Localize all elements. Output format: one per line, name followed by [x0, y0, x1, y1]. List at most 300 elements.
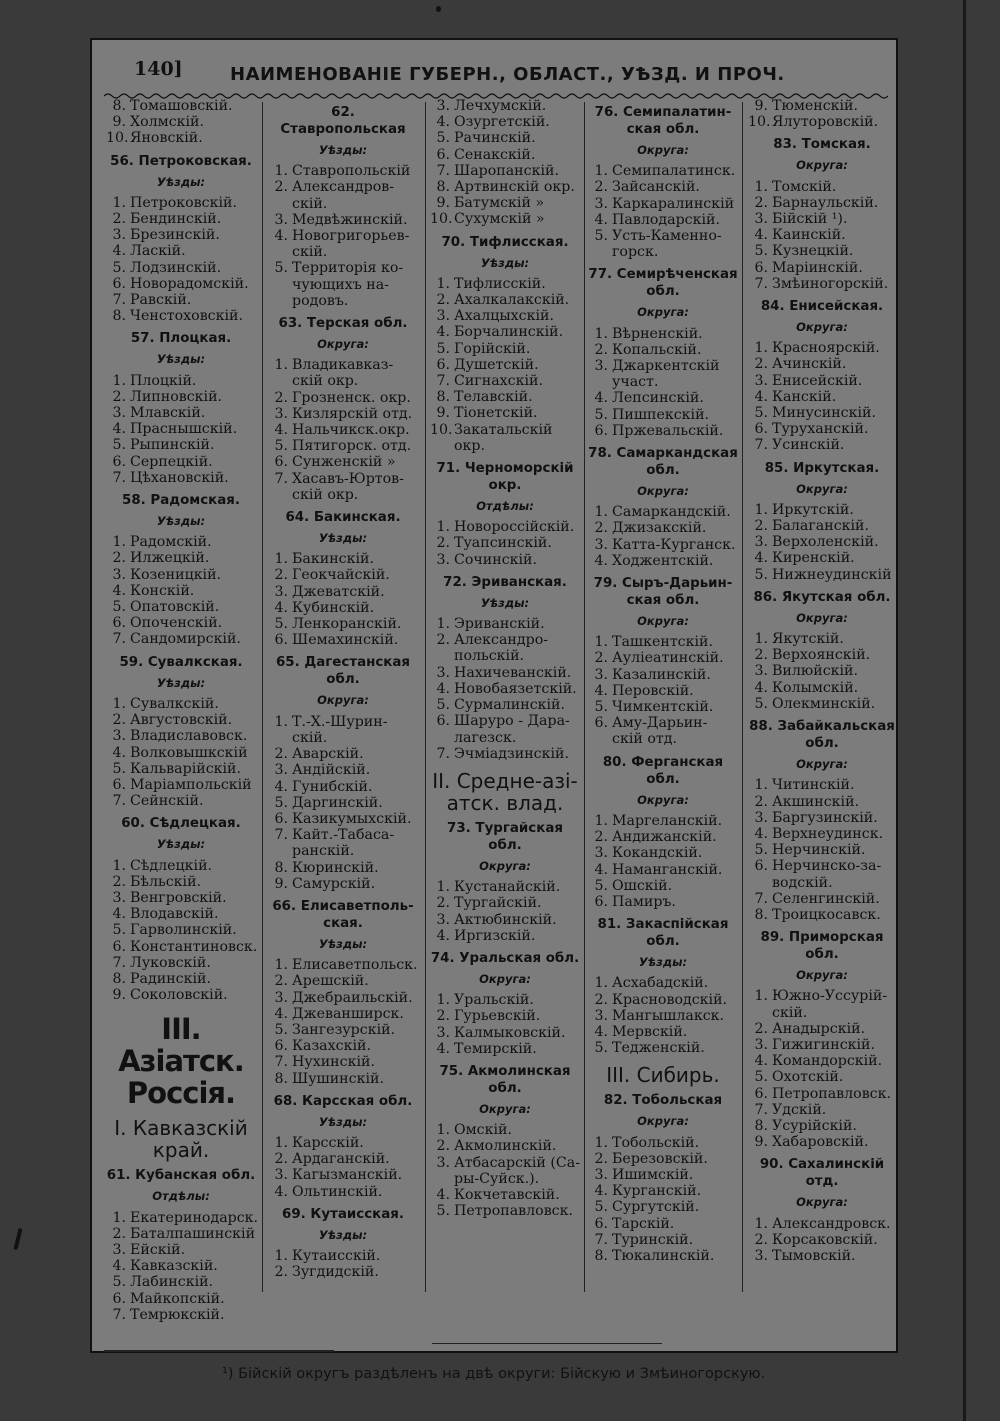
item-number: 3. [274, 211, 288, 228]
item-number: 4. [436, 680, 450, 697]
section-subheading: Округа: [796, 1195, 848, 1210]
item-number: 6. [112, 1290, 126, 1307]
item-label: Кизлярскій отд. [292, 405, 413, 422]
item-label: Каркаралинскій [612, 195, 735, 212]
item-label: Туруханскій. [772, 421, 869, 438]
item-number: 4. [436, 927, 450, 944]
item-number: 5. [594, 877, 608, 894]
list-item [588, 423, 738, 439]
item-number: 4. [594, 211, 608, 228]
item-label: Перовскій. [612, 682, 694, 699]
item-label: Влодавскій. [130, 906, 219, 923]
list-item [588, 1151, 738, 1167]
item-number: 5. [594, 1040, 608, 1057]
item-label: Командорскій. [772, 1053, 883, 1070]
item-number: 1. [436, 992, 450, 1009]
item-label: Пятигорск. отд. [292, 438, 412, 455]
item-label: Сенакскій. [454, 146, 536, 163]
item-label: Рыпинскій. [130, 437, 215, 454]
item-number: 7. [112, 954, 126, 971]
item-label: Петропавловск. [772, 1085, 892, 1102]
item-label: Бакинскій. [292, 551, 374, 568]
item-label: Копальскій. [612, 341, 702, 358]
item-label: Яновскій. [130, 130, 203, 147]
item-number: 1. [754, 501, 768, 518]
list-item [106, 777, 256, 793]
list-item [106, 195, 256, 211]
column-4 [588, 98, 738, 1298]
list-item [588, 813, 738, 829]
item-number: 2. [274, 746, 288, 763]
item-label: Тобольскій. [612, 1134, 700, 1151]
item-number: 4. [274, 228, 288, 245]
item-label: Лодзинскій. [130, 259, 222, 276]
item-label: Енисейскій. [772, 372, 863, 389]
list-item [430, 912, 580, 928]
item-continuation: скій окр. [292, 486, 359, 503]
item-label: Закатальскій [454, 421, 553, 438]
list-item [588, 894, 738, 910]
list-item [268, 228, 418, 244]
list-item [268, 454, 418, 470]
item-number: 4. [274, 422, 288, 439]
list-item [588, 992, 738, 1008]
list-item [106, 405, 256, 421]
item-continuation: скій. [292, 729, 328, 746]
item-label: Батумскій » [454, 195, 545, 212]
list-item [430, 179, 580, 195]
item-number: 3. [112, 227, 126, 244]
item-number: 4. [754, 1053, 768, 1070]
list-item [430, 713, 580, 729]
item-label: Калмыковскій. [454, 1024, 566, 1041]
item-label: Казикумыхскій. [292, 810, 412, 827]
item-label: Ахалцыхскій. [454, 308, 554, 325]
item-number: 7. [112, 469, 126, 486]
section-subheading: Отдѣлы: [152, 1189, 210, 1204]
column-1 [106, 98, 259, 1323]
item-label: Аварскій. [292, 746, 364, 763]
list-item [106, 1291, 256, 1307]
section-heading: 80. Ферганская обл. [602, 754, 724, 787]
item-label: Ченстоховскій. [130, 308, 244, 325]
item-number: 5. [754, 566, 768, 583]
section-heading: 74. Уральская обл. [430, 950, 580, 966]
list-item [588, 1167, 738, 1183]
item-number: 8. [594, 1247, 608, 1264]
item-number: 5. [594, 1199, 608, 1216]
item-continuation: скій. [772, 1004, 808, 1021]
item-label: Радомскій. [130, 534, 212, 551]
item-label: Верхнеудинск. [772, 825, 884, 842]
item-label: Гунибскій. [292, 778, 373, 795]
list-item [430, 616, 580, 632]
item-label: Новобаязетскій. [454, 680, 577, 697]
list-item [106, 696, 256, 712]
item-number: 3. [594, 666, 608, 683]
section-heading: 89. Приморская обл. [760, 930, 884, 963]
list-item [748, 114, 896, 130]
item-number: 8. [436, 389, 450, 406]
item-label: Соколовскій. [130, 987, 228, 1004]
item-label: Тюменскій. [772, 98, 859, 114]
item-label: Елисаветпольск. [292, 957, 418, 974]
section-heading: 81. Закаспійская обл. [597, 917, 729, 950]
section-subheading: Округа: [317, 693, 369, 708]
list-item [268, 795, 418, 811]
list-item [268, 973, 418, 989]
item-label: Якутскій. [772, 631, 844, 648]
item-number: 5. [274, 794, 288, 811]
item-label: Территорія ко- [292, 260, 404, 277]
item-label: Кустанайскій. [454, 879, 561, 896]
item-label: Темрюкскій. [130, 1306, 225, 1323]
list-item [588, 1040, 738, 1056]
item-label: Гижигинскій. [772, 1036, 876, 1053]
section-heading: 88. Забайкальская обл. [749, 719, 895, 752]
column-divider [262, 102, 263, 1292]
list-item [588, 829, 738, 845]
item-number: 6. [436, 713, 450, 730]
item-label: Селенгинскій. [772, 890, 880, 907]
item-label: Самаркандскій. [612, 504, 731, 521]
item-number: 6. [436, 146, 450, 163]
item-label: Киренскій. [772, 550, 855, 567]
item-number: 6. [112, 938, 126, 955]
item-label: Вѣрненскій. [612, 325, 703, 342]
item-number: 10. [748, 114, 771, 131]
section-subheading: Округа: [479, 858, 531, 873]
list-item [268, 714, 418, 730]
section-heading: 78. Самаркандская обл. [588, 446, 738, 479]
item-label: Омскій. [454, 1122, 512, 1139]
item-number: 2. [594, 650, 608, 667]
item-number: 6. [112, 453, 126, 470]
item-label: Сувалкскій. [130, 695, 219, 712]
list-item [268, 616, 418, 632]
item-continuation: ры-Суйск.). [454, 1170, 540, 1187]
list-item [748, 550, 896, 566]
list-item [588, 699, 738, 715]
list-item [748, 1216, 896, 1232]
item-label: Кубинскій. [292, 599, 375, 616]
item-label: Зайсанскій. [612, 179, 700, 196]
item-label: Баргузинскій. [772, 809, 878, 826]
item-label: Кальварійскій. [130, 760, 242, 777]
item-number: 2. [274, 389, 288, 406]
list-item [748, 1053, 896, 1069]
item-number: 3. [274, 989, 288, 1006]
item-label: Актюбинскій. [454, 911, 557, 928]
item-label: Грозненск. окр. [292, 389, 411, 406]
section-heading: 71. Черноморскій окр. [436, 461, 574, 494]
item-label: Венгровскій. [130, 889, 227, 906]
list-item [106, 858, 256, 874]
list-item [430, 276, 580, 292]
item-continuation: горск. [612, 244, 659, 261]
part-heading: III. Азіатск. Россія. [118, 1012, 244, 1111]
list-item [588, 1183, 738, 1199]
item-number: 2. [754, 1020, 768, 1037]
item-label: Кокчетавскій. [454, 1186, 560, 1203]
item-label: Липновскій. [130, 388, 223, 405]
section-subheading: Уѣзды: [480, 255, 530, 270]
list-item [268, 390, 418, 406]
item-number: 5. [754, 842, 768, 859]
list-item [268, 632, 418, 648]
list-item [748, 211, 896, 227]
item-number: 8. [112, 970, 126, 987]
item-number: 4. [594, 1023, 608, 1040]
item-label: Козеницкій. [130, 566, 222, 583]
item-number: 1. [112, 695, 126, 712]
item-number: 1. [436, 1122, 450, 1139]
list-item [748, 858, 896, 874]
section-heading: 84. Енисейская. [760, 299, 884, 315]
list-item [588, 520, 738, 536]
list-item [588, 342, 738, 358]
list-item [748, 98, 896, 114]
item-number: 2. [754, 518, 768, 535]
item-number: 3. [112, 566, 126, 583]
item-label: Борчалинскій. [454, 324, 564, 341]
list-item [588, 975, 738, 991]
item-number: 7. [754, 437, 768, 454]
item-continuation: скій. [292, 244, 328, 261]
item-label: Праснышскій. [130, 421, 238, 438]
item-number: 3. [754, 1247, 768, 1264]
item-number: 3. [274, 583, 288, 600]
item-label: Лепсинскій. [612, 390, 704, 407]
list-item [430, 422, 580, 438]
section-subheading: Уѣзды: [638, 955, 688, 970]
item-continuation: чующихъ на- [292, 276, 389, 293]
list-item [268, 827, 418, 843]
item-label: Джаркентскій [612, 358, 720, 375]
list-item [430, 928, 580, 944]
list-item [106, 793, 256, 809]
list-item [430, 341, 580, 357]
item-label: Джебраильскій. [292, 989, 413, 1006]
item-label: Минусинскій. [772, 405, 876, 422]
item-number: 7. [754, 890, 768, 907]
item-number: 6. [112, 776, 126, 793]
list-item [748, 1134, 896, 1150]
list-item [588, 407, 738, 423]
item-label: Нахичеванскій. [454, 664, 572, 681]
list-item [748, 1037, 896, 1053]
item-label: Нижнеудинскій [772, 566, 892, 583]
item-number: 3. [594, 1007, 608, 1024]
list-item [106, 761, 256, 777]
item-label: Медвѣжинскій. [292, 211, 408, 228]
item-label: Охотскій. [772, 1069, 844, 1086]
section-heading: 69. Кутаисская. [282, 1206, 404, 1222]
list-item [268, 1071, 418, 1087]
list-item [106, 583, 256, 599]
item-number: 2. [436, 895, 450, 912]
item-label: Сочинскій. [454, 551, 538, 568]
section-subheading: Уѣзды: [156, 352, 206, 367]
list-item [430, 1122, 580, 1138]
item-label: Илжецкій. [130, 550, 210, 567]
list-item [430, 552, 580, 568]
item-number: 5. [112, 760, 126, 777]
item-number: 8. [274, 859, 288, 876]
item-label: Радинскій. [130, 970, 211, 987]
item-number: 2. [594, 991, 608, 1008]
item-number: 1. [112, 372, 126, 389]
section-subheading: Уѣзды: [480, 595, 530, 610]
item-number: 3. [112, 728, 126, 745]
item-number: 2. [754, 356, 768, 373]
item-label: Серпецкій. [130, 453, 213, 470]
item-label: Душетскій. [454, 356, 539, 373]
item-label: Млавскій. [130, 405, 206, 422]
column-end-rule [432, 1343, 662, 1344]
section-heading: 82. Тобольская [603, 1093, 723, 1109]
item-number: 7. [754, 1101, 768, 1118]
item-continuation: польскій. [454, 648, 525, 665]
item-number: 2. [274, 1151, 288, 1168]
item-label: Нальчикск.окр. [292, 422, 410, 439]
item-label: Бѣльскій. [130, 873, 202, 890]
item-number: 6. [754, 421, 768, 438]
item-label: Волковышкскій [130, 744, 248, 761]
item-label: Т.-Х.-Шурин- [292, 713, 388, 730]
item-number: 1. [112, 1209, 126, 1226]
list-item [268, 422, 418, 438]
item-number: 2. [754, 194, 768, 211]
item-label: Артвинскій окр. [454, 179, 575, 196]
item-number: 2. [594, 179, 608, 196]
item-number: 1. [274, 357, 288, 374]
list-item [106, 550, 256, 566]
item-label: Наманганскій. [612, 861, 723, 878]
item-label: Джизакскій. [612, 520, 707, 537]
list-item [748, 826, 896, 842]
list-item [268, 600, 418, 616]
list-item [430, 1041, 580, 1057]
item-label: Ахалкалакскій. [454, 292, 570, 309]
item-label: Акшинскій. [772, 793, 860, 810]
item-label: Усурійскій. [772, 1117, 857, 1134]
list-item [748, 227, 896, 243]
list-item [268, 876, 418, 892]
item-number: 4. [436, 114, 450, 131]
list-item [748, 260, 896, 276]
item-label: Томашовскій. [130, 98, 233, 114]
item-continuation: водскій. [772, 874, 833, 891]
list-item [588, 715, 738, 731]
column-divider [742, 102, 743, 1292]
item-label: Конскій. [130, 582, 195, 599]
section-heading: 56. Петроковская. [110, 153, 252, 169]
list-item [106, 389, 256, 405]
item-number: 1. [594, 163, 608, 180]
item-label: Горійскій. [454, 340, 531, 357]
item-number: 3. [112, 405, 126, 422]
item-number: 1. [594, 975, 608, 992]
item-number: 9. [112, 114, 126, 131]
item-label: Усть-Каменно- [612, 228, 722, 245]
item-number: 7. [112, 292, 126, 309]
item-number: 4. [274, 1005, 288, 1022]
item-label: Ласкій. [130, 243, 186, 260]
item-label: Уральскій. [454, 992, 534, 1009]
item-number: 4. [436, 1186, 450, 1203]
list-item [588, 1248, 738, 1264]
item-number: 3. [754, 372, 768, 389]
item-label: Опатовскій. [130, 599, 220, 616]
list-item [268, 1167, 418, 1183]
list-item [748, 794, 896, 810]
item-label: Владикавказ- [292, 357, 394, 374]
item-label: Сурмалинскій. [454, 697, 566, 714]
list-item [430, 147, 580, 163]
list-item [106, 712, 256, 728]
item-continuation: окр. [454, 437, 486, 454]
item-number: 2. [754, 793, 768, 810]
item-number: 3. [436, 1154, 450, 1171]
list-item [748, 1021, 896, 1037]
list-item [588, 634, 738, 650]
item-label: Майкопскій. [130, 1290, 225, 1307]
section-subheading: Округа: [637, 792, 689, 807]
item-number: 4. [754, 679, 768, 696]
item-number: 4. [594, 861, 608, 878]
section-heading: 61. Кубанская обл. [106, 1168, 256, 1184]
item-label: Курганскій. [612, 1183, 702, 1200]
item-number: 1. [754, 340, 768, 357]
section-subheading: Округа: [637, 484, 689, 499]
item-number: 4. [594, 390, 608, 407]
item-number: 1. [436, 879, 450, 896]
list-item [430, 895, 580, 911]
list-item [588, 179, 738, 195]
page-edge-line [963, 0, 966, 1421]
list-item [106, 243, 256, 259]
item-number: 5. [436, 697, 450, 714]
list-item [748, 696, 896, 712]
section-subheading: Округа: [637, 143, 689, 157]
item-label: Сѣдлецкій. [130, 857, 213, 874]
section-heading: 68. Карсская обл. [273, 1093, 413, 1109]
item-number: 3. [436, 911, 450, 928]
item-label: Змѣиногорскій. [772, 275, 889, 292]
list-item [106, 260, 256, 276]
list-item [748, 1069, 896, 1085]
item-number: 7. [594, 1231, 608, 1248]
list-item [106, 631, 256, 647]
item-number: 4. [112, 421, 126, 438]
item-label: Катта-Курганск. [612, 536, 736, 553]
item-number: 3. [274, 762, 288, 779]
item-number: 7. [436, 745, 450, 762]
list-item [748, 907, 896, 923]
list-item [430, 632, 580, 648]
item-label: Даргинскій. [292, 794, 383, 811]
item-number: 2. [112, 873, 126, 890]
item-number: 5. [274, 616, 288, 633]
list-item [268, 811, 418, 827]
list-item [588, 862, 738, 878]
list-item [106, 454, 256, 470]
item-number: 1. [274, 1134, 288, 1151]
item-number: 10. [430, 211, 453, 228]
list-item [430, 1138, 580, 1154]
top-ink-dot [436, 6, 441, 12]
